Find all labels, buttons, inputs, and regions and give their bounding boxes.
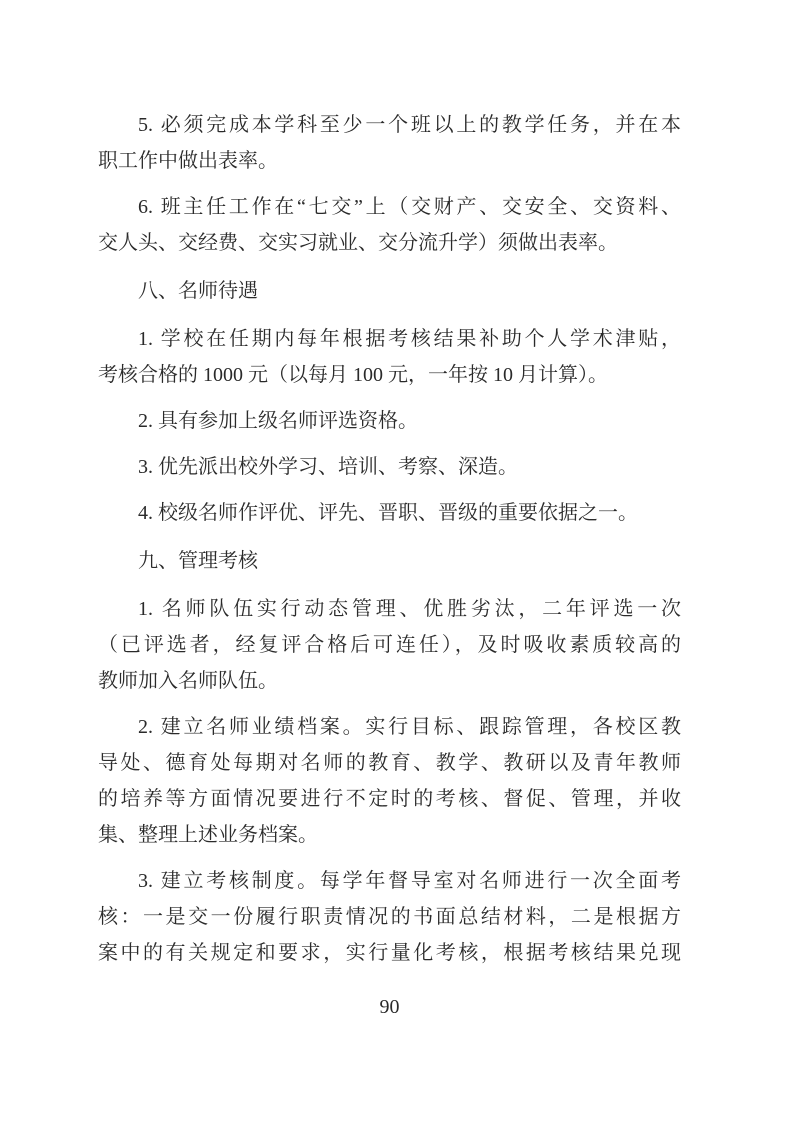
paragraph — [98, 403, 681, 439]
text-line: 4. 校级名师作评优、评先、晋职、晋级的重要依据之一。 — [138, 502, 638, 524]
text-line: 的培养等方面情况要进行不定时的考核、督促、管理，并收 — [98, 788, 681, 810]
text-line: 教师加入名师队伍。 — [98, 670, 278, 692]
section-heading — [98, 273, 681, 309]
text-line: 1. 学校在任期内每年根据考核结果补助个人学术津贴， — [138, 328, 681, 350]
text-line: 5. 必须完成本学科至少一个班以上的教学任务，并在本 — [138, 114, 681, 136]
paragraph — [98, 591, 681, 699]
paragraph — [98, 189, 681, 261]
paragraph — [98, 321, 681, 393]
text-line: 考核合格的 1000 元（以每月 100 元，一年按 10 月计算）。 — [98, 364, 608, 386]
section-heading — [98, 543, 681, 579]
text-line: 交人头、交经费、交实习就业、交分流升学）须做出表率。 — [98, 232, 618, 254]
text-line: 案中的有关规定和要求，实行量化考核，根据考核结果兑现 — [98, 942, 681, 964]
paragraph — [98, 107, 681, 179]
text-line: 6. 班主任工作在“七交”上（交财产、交安全、交资料、 — [138, 196, 681, 218]
heading-text: 八、名师待遇 — [138, 280, 258, 302]
heading-text: 九、管理考核 — [138, 550, 258, 572]
text-line: 职工作中做出表率。 — [98, 150, 278, 172]
text-line: （已评选者，经复评合格后可连任），及时吸收素质较高的 — [98, 634, 681, 656]
paragraph — [98, 709, 681, 853]
page-number: 90 — [379, 996, 400, 1018]
text-line: 3. 建立考核制度。每学年督导室对名师进行一次全面考 — [138, 870, 681, 892]
text-line: 2. 建立名师业绩档案。实行目标、跟踪管理，各校区教 — [138, 716, 681, 738]
text-line: 3. 优先派出校外学习、培训、考察、深造。 — [138, 456, 518, 478]
text-line: 2. 具有参加上级名师评选资格。 — [138, 410, 418, 432]
text-line: 导处、德育处每期对名师的教育、教学、教研以及青年教师 — [98, 752, 681, 774]
document-body — [98, 107, 681, 1025]
text-line: 1. 名师队伍实行动态管理、优胜劣汰，二年评选一次 — [138, 598, 681, 620]
text-line: 集、整理上述业务档案。 — [98, 824, 318, 846]
paragraph — [98, 863, 681, 971]
paragraph — [98, 495, 681, 531]
paragraph — [98, 449, 681, 485]
text-line: 核：一是交一份履行职责情况的书面总结材料，二是根据方 — [98, 906, 681, 928]
